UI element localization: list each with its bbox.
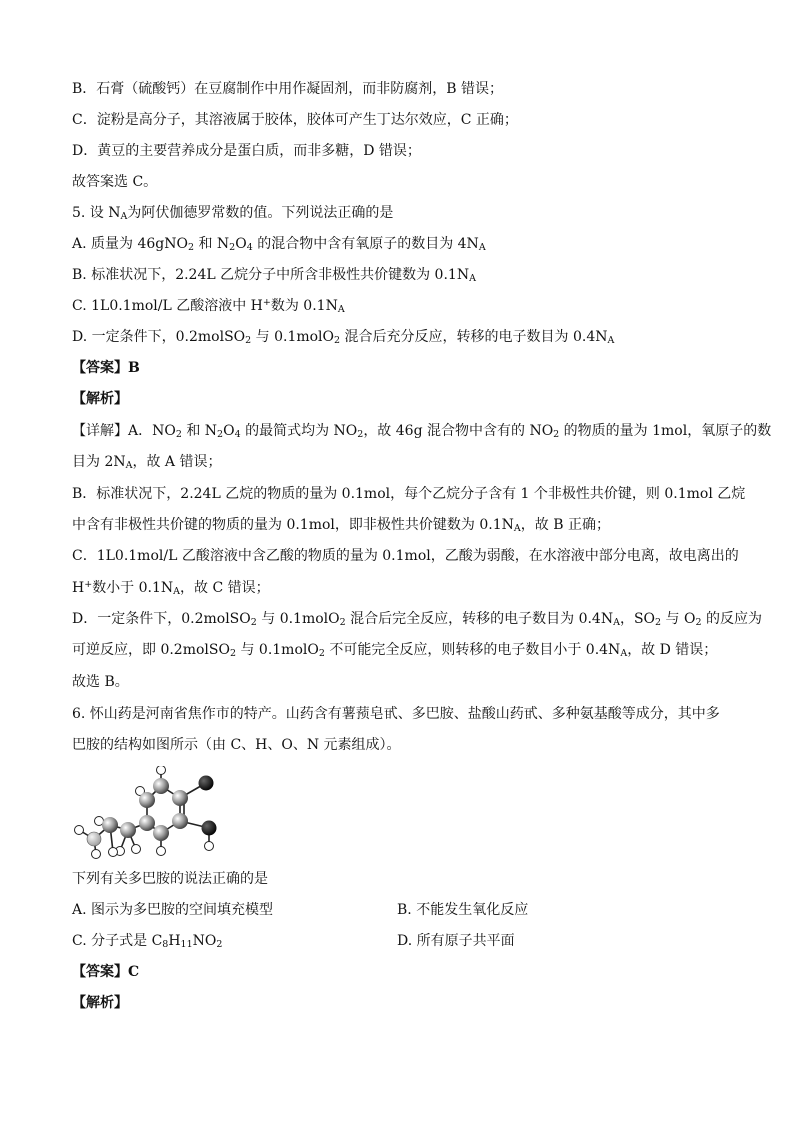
question-6-option-a: A. 图示为多巴胺的空间填充模型 <box>72 902 274 918</box>
question-6-option-d: D. 所有原子共平面 <box>397 933 515 949</box>
question-5-stem: 5. 设 $N_A$为阿伏伽德罗常数的值。下列说法正确的是 <box>72 205 394 222</box>
oxygen-atom <box>202 821 217 836</box>
analysis-label: 【解析】 <box>72 995 128 1011</box>
hydrogen-atom <box>75 826 84 835</box>
hydrogen-atom <box>157 766 166 775</box>
explanation-line: D．一定条件下，0.2molSO$_2$ 与 0.1molO$_2$ 混合后完全反应，转移的电子数目为 $0.4N_A$，$SO_2$ 与 $O_2$ 的反应为 <box>72 611 762 628</box>
carbon-atom <box>172 790 188 806</box>
question-6-stem: 巴胺的结构如图所示（由 C、H、O、N 元素组成）。 <box>72 737 401 753</box>
question-5-option-a: A. 质量为 46gNO$_2$ 和 $N_2O_4$ 的混合物中含有氧原子的数目为 $4N_A$ <box>72 236 486 253</box>
explanation-line: B．标准状况下，2.24L 乙烷的物质的量为 0.1mol，每个乙烷分子含有 1 个非极性共价键，则 0.1mol 乙烷 <box>72 486 746 502</box>
analysis-label: 【解析】 <box>72 391 128 407</box>
hydrogen-atom <box>109 848 118 857</box>
carbon-atom <box>172 813 188 829</box>
hydrogen-atom <box>157 847 166 856</box>
atoms <box>75 766 217 859</box>
answer-label: 【答案】B <box>72 360 140 376</box>
carbon-atom <box>153 825 169 841</box>
carbon-atom <box>102 817 118 833</box>
explanation-line: 目为 $2N_A$，故 A 错误； <box>72 454 222 471</box>
explanation-line: H+数小于 $0.1N_A$，故 C 错误； <box>72 579 270 597</box>
nitrogen-atom <box>87 832 101 846</box>
question-5-option-b: B. 标准状况下，2.24L 乙烷分子中所含非极性共价键数为 $0.1N_A$ <box>72 267 476 284</box>
hydrogen-atom <box>92 850 101 859</box>
question-6-option-b: B. 不能发生氧化反应 <box>397 902 529 918</box>
question-5-option-c: C. 1L0.1mol/L 乙酸溶液中 H+数为 $0.1N_A$ <box>72 297 345 315</box>
question-5-option-d: D. 一定条件下，0.2molSO$_2$ 与 0.1molO$_2$ 混合后充分反应，转移的电子数目为 $0.4N_A$ <box>72 329 615 346</box>
text-line: D．黄豆的主要营养成分是蛋白质，而非多糖，D 错误； <box>72 143 421 159</box>
explanation-line: 可逆反应，即 0.2molSO$_2$ 与 0.1molO$_2$ 不可能完全反应，则转移的电子数目小于 $0.4N_A$，故 D 错误； <box>72 642 718 659</box>
answer-label: 【答案】C <box>72 964 140 980</box>
question-6-stem: 6. 怀山药是河南省焦作市的特产。山药含有薯蓣皂甙、多巴胺、盐酸山药甙、多种氨基酸等成分，其中多 <box>72 706 720 722</box>
text-line: C．淀粉是高分子，其溶液属于胶体，胶体可产生丁达尔效应，C 正确； <box>72 112 518 128</box>
text-line: 故答案选 C。 <box>72 174 158 190</box>
carbon-atom <box>139 815 155 831</box>
question-6-option-c: C. 分子式是 $C_8H_{11}NO_2$ <box>72 933 223 950</box>
carbon-atom <box>153 778 169 794</box>
explanation-line: 中含有非极性共价键的物质的量为 0.1mol，即非极性共价键数为 $0.1N_A$，故 B 正确； <box>72 517 610 534</box>
carbon-atom <box>139 792 155 808</box>
explanation-line: 故选 B。 <box>72 674 129 690</box>
question-6-prompt: 下列有关多巴胺的说法正确的是 <box>72 871 268 887</box>
text-line: B．石膏（硫酸钙）在豆腐制作中用作凝固剂，而非防腐剂，B 错误； <box>72 81 504 97</box>
dopamine-ball-and-stick-model <box>68 766 238 866</box>
hydrogen-atom <box>132 845 141 854</box>
oxygen-atom <box>199 776 214 791</box>
explanation-line: C．1L0.1mol/L 乙酸溶液中含乙酸的物质的量为 0.1mol，乙酸为弱酸，在水溶液中部分电离，故电离出的 <box>72 548 739 564</box>
hydrogen-atom <box>205 842 214 851</box>
explanation-line: 【详解】A．$NO_2$ 和 $N_2O_4$ 的最简式均为 $NO_2$，故 46g 混合物中含有的 $NO_2$ 的物质的量为 1mol，氧原子的数 <box>72 423 772 440</box>
carbon-atom <box>120 822 136 838</box>
